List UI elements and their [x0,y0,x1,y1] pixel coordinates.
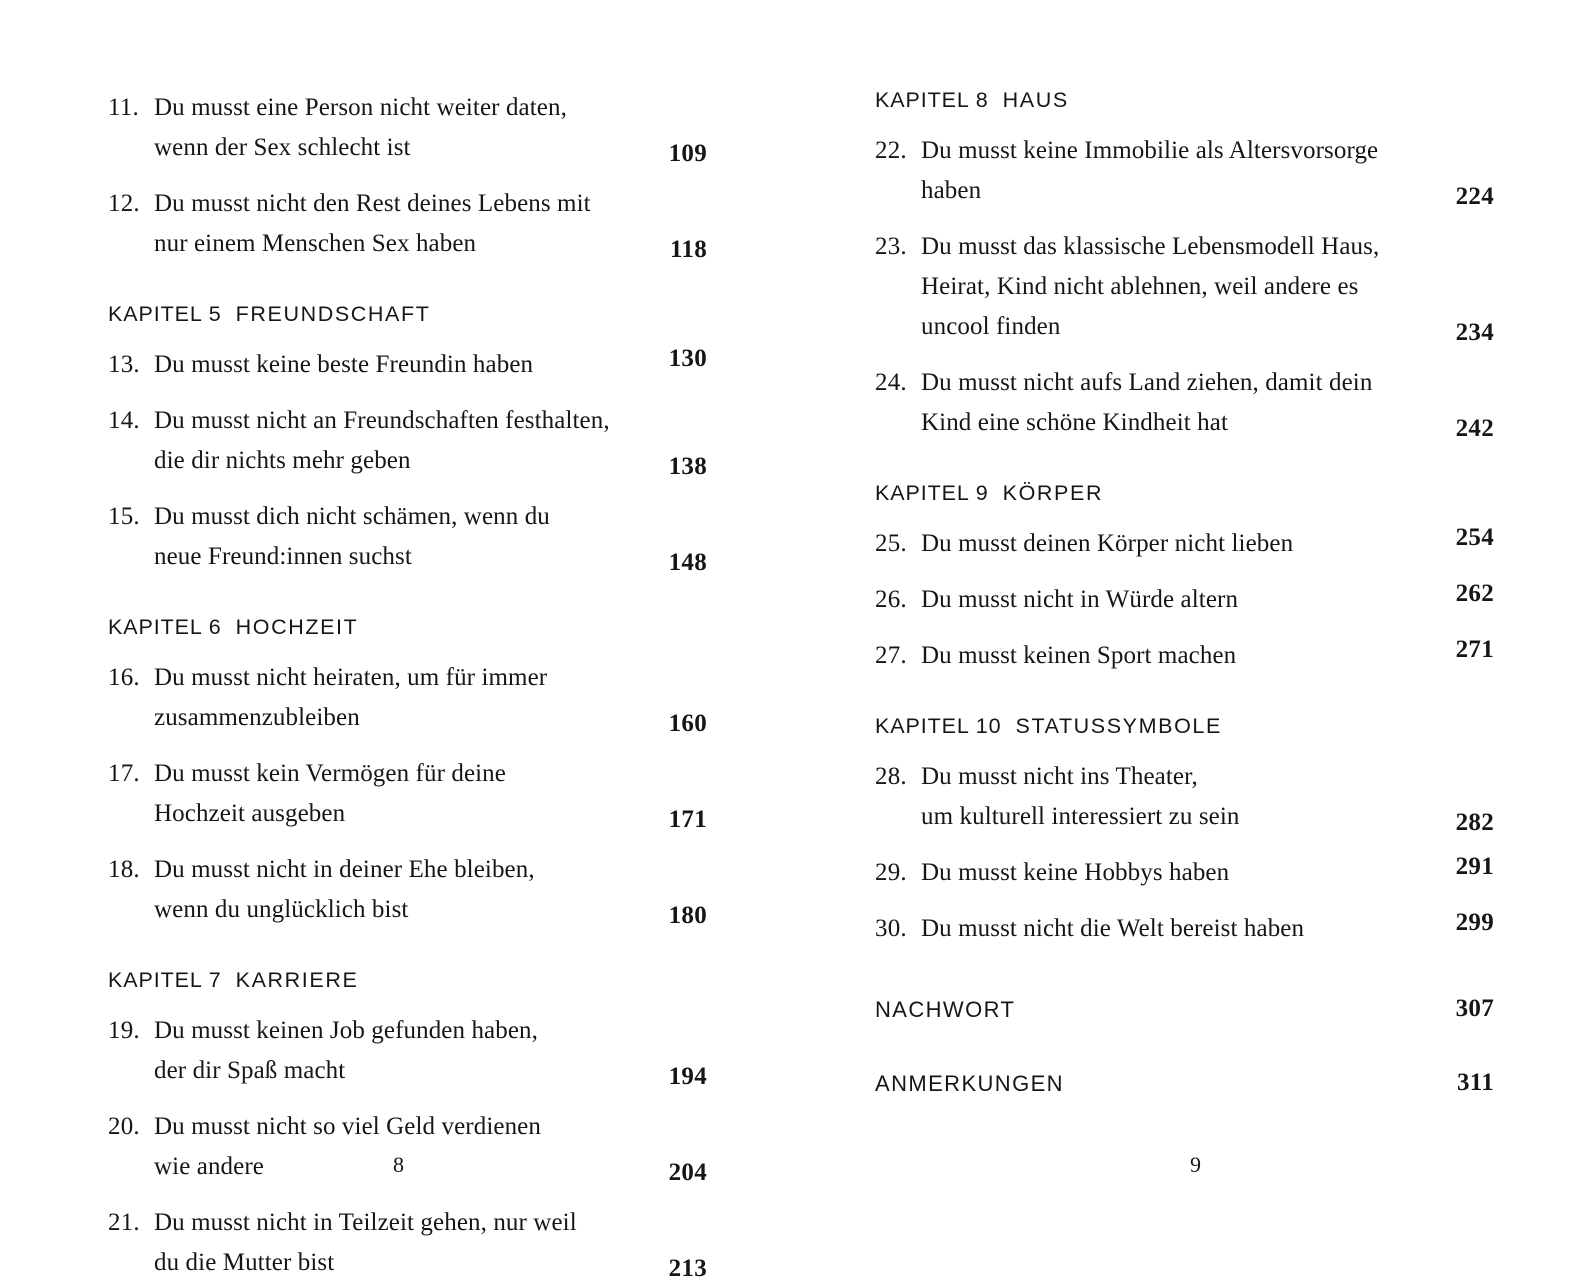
toc-entry[interactable] [108,345,707,385]
toc-entry-title [921,363,1436,443]
toc-entry-title-line: Du musst keine Immobilie als Altersvorsorge [921,137,1379,164]
toc-backmatter-row[interactable] [875,1069,1494,1097]
toc-entry-number: 17. [108,760,140,787]
toc-entry-page-number: 180 [668,902,707,929]
toc-list-right [875,88,1494,1097]
toc-entry-title [154,88,649,168]
toc-entry-page-number: 299 [1455,909,1494,936]
toc-entry-title-line: neue Freund:innen suchst [154,543,412,570]
toc-entry-number: 11. [108,94,139,121]
toc-chapter-name: FREUNDSCHAFT [235,302,431,326]
toc-chapter-heading[interactable] [108,302,707,327]
toc-entry-title [154,497,649,577]
toc-entry-title [921,131,1436,211]
toc-chapter-label: KAPITEL 9 [875,481,989,505]
toc-entry-title-line: Du musst nicht heiraten, um für immer [154,664,548,691]
toc-chapter-label: KAPITEL 5 [108,302,222,326]
toc-entry-title-line: Du musst keine beste Freundin haben [154,351,534,378]
toc-entry[interactable] [875,363,1494,443]
toc-entry[interactable] [108,658,707,738]
toc-entry-title-line: Du musst dich nicht schämen, wenn du [154,503,550,530]
toc-entry-title [921,580,1436,620]
toc-entry-title-line: Du musst nicht in Würde altern [921,586,1239,613]
page-right [797,0,1594,1270]
toc-entry-title-line: Du musst nicht die Welt bereist haben [921,915,1305,942]
toc-entry-title [154,658,649,738]
toc-chapter-heading[interactable] [108,968,707,993]
toc-entry[interactable] [875,757,1494,837]
toc-entry-title-line: Du musst nicht in deiner Ehe bleiben, [154,856,535,883]
toc-entry-title-line: uncool finden [921,313,1061,340]
toc-entry-title [921,227,1436,347]
toc-entry[interactable] [108,1203,707,1283]
toc-entry[interactable] [108,184,707,264]
toc-entry-page-number: 194 [668,1063,707,1090]
toc-list-left [108,88,707,1283]
toc-entry[interactable] [875,909,1494,949]
toc-entry-title-line: der dir Spaß macht [154,1057,346,1084]
toc-entry[interactable] [108,1011,707,1091]
toc-entry-number: 29. [875,859,907,886]
toc-entry-page-number: 148 [668,549,707,576]
toc-entry-page-number: 262 [1455,580,1494,607]
toc-entry[interactable] [875,524,1494,564]
toc-entry[interactable] [875,227,1494,347]
toc-entry-number: 24. [875,369,907,396]
toc-entry-page-number: 171 [668,806,707,833]
toc-entry-title-line: Du musst nicht so viel Geld verdienen [154,1113,541,1140]
toc-entry[interactable] [108,88,707,168]
toc-backmatter-page-number: 307 [1455,995,1494,1022]
toc-entry-title-line: Du musst keine Hobbys haben [921,859,1230,886]
toc-entry-title-line: Du musst keinen Sport machen [921,642,1237,669]
toc-chapter-heading[interactable] [875,88,1494,113]
toc-entry-number: 23. [875,233,907,260]
toc-entry-number: 25. [875,530,907,557]
toc-backmatter-row[interactable] [875,995,1494,1023]
toc-entry-page-number: 213 [668,1255,707,1282]
toc-entry-title-line: Du musst nicht den Rest deines Lebens mit [154,190,591,217]
toc-entry-title-line: Du musst nicht in Teilzeit gehen, nur weil [154,1209,577,1236]
toc-entry[interactable] [108,497,707,577]
toc-entry-title-line: wenn der Sex schlecht ist [154,134,411,161]
toc-entry-title [154,754,649,834]
toc-entry-number: 14. [108,407,140,434]
toc-entry-title-line: Du musst deinen Körper nicht lieben [921,530,1294,557]
toc-entry-title [921,853,1436,893]
toc-entry-title [154,345,649,385]
toc-entry-number: 18. [108,856,140,883]
toc-entry-title [921,909,1436,949]
toc-chapter-label: KAPITEL 8 [875,88,989,112]
toc-entry-title-line: wenn du unglücklich bist [154,896,409,923]
toc-entry-number: 30. [875,915,907,942]
toc-entry-title-line: Du musst kein Vermögen für deine [154,760,506,787]
toc-entry-number: 12. [108,190,140,217]
toc-entry-number: 27. [875,642,907,669]
toc-entry-title [154,1011,649,1091]
toc-entry[interactable] [875,853,1494,893]
toc-entry[interactable] [108,850,707,930]
toc-chapter-label: KAPITEL 6 [108,615,222,639]
toc-entry[interactable] [108,754,707,834]
toc-entry-title [921,757,1436,837]
toc-entry-number: 19. [108,1017,140,1044]
toc-entry-title [154,1203,649,1283]
toc-chapter-name: KÖRPER [1002,481,1104,505]
toc-entry-page-number: 242 [1455,415,1494,442]
toc-entry-title-line: nur einem Menschen Sex haben [154,230,477,257]
toc-entry-number: 26. [875,586,907,613]
toc-entry-page-number: 109 [668,140,707,167]
page-number-left: 8 [393,1152,404,1177]
toc-entry-title-line: Du musst das klassische Lebensmodell Haus, [921,233,1380,260]
toc-entry-page-number: 160 [668,710,707,737]
toc-chapter-name: KARRIERE [235,968,359,992]
toc-entry-title-line: Du musst nicht ins Theater, [921,763,1198,790]
toc-entry-page-number: 118 [669,236,707,263]
toc-entry[interactable] [875,636,1494,676]
toc-entry-page-number: 271 [1455,636,1494,663]
toc-chapter-label: KAPITEL 10 [875,714,1002,738]
toc-entry-title [154,184,649,264]
toc-entry-page-number: 254 [1455,524,1494,551]
toc-entry-title-line: Hochzeit ausgeben [154,800,346,827]
toc-entry-title [921,636,1436,676]
toc-chapter-label: KAPITEL 7 [108,968,222,992]
toc-entry-number: 28. [875,763,907,790]
toc-entry-number: 13. [108,351,140,378]
toc-entry-number: 15. [108,503,140,530]
toc-entry[interactable] [108,401,707,481]
toc-entry-title-line: Du musst nicht aufs Land ziehen, damit dein [921,369,1373,396]
toc-entry-title [154,401,649,481]
toc-entry[interactable] [875,131,1494,211]
toc-backmatter-label: ANMERKUNGEN [875,1071,1064,1096]
toc-entry-page-number: 291 [1455,853,1494,880]
toc-entry[interactable] [875,580,1494,620]
page-left [0,0,797,1282]
toc-entry-page-number: 138 [668,453,707,480]
toc-entry-number: 22. [875,137,907,164]
toc-chapter-heading[interactable] [108,615,707,640]
toc-entry-title-line: um kulturell interessiert zu sein [921,803,1240,830]
toc-entry-title-line: wie andere [154,1153,264,1180]
toc-chapter-heading[interactable] [875,714,1494,739]
toc-entry-title-line: die dir nichts mehr geben [154,447,411,474]
toc-entry-page-number: 204 [668,1159,707,1186]
toc-backmatter-page-number: 311 [1456,1069,1494,1096]
toc-entry-title-line: haben [921,177,982,204]
page-number-right: 9 [1190,1152,1201,1177]
toc-chapter-heading[interactable] [875,481,1494,506]
toc-entry-title-line: Kind eine schöne Kindheit hat [921,409,1228,436]
toc-chapter-name: STATUSSYMBOLE [1015,714,1222,738]
toc-chapter-name: HAUS [1002,88,1069,112]
toc-entry-page-number: 224 [1455,183,1494,210]
toc-entry-title [154,850,649,930]
toc-entry-number: 20. [108,1113,140,1140]
toc-entry-title-line: Heirat, Kind nicht ablehnen, weil andere es [921,273,1359,300]
toc-entry-number: 21. [108,1209,140,1236]
toc-entry-title-line: zusammenzubleiben [154,704,360,731]
toc-entry-number: 16. [108,664,140,691]
toc-entry-title-line: du die Mutter bist [154,1249,335,1276]
toc-entry-title-line: Du musst keinen Job gefunden haben, [154,1017,538,1044]
toc-entry-page-number: 282 [1455,809,1494,836]
toc-entry-page-number: 234 [1455,319,1494,346]
toc-entry-title-line: Du musst nicht an Freundschaften festhalten, [154,407,610,434]
toc-chapter-name: HOCHZEIT [235,615,359,639]
toc-entry-page-number: 130 [668,345,707,372]
toc-backmatter-label: NACHWORT [875,997,1016,1022]
toc-entry-title [921,524,1436,564]
toc-entry-title-line: Du musst eine Person nicht weiter daten, [154,94,567,121]
